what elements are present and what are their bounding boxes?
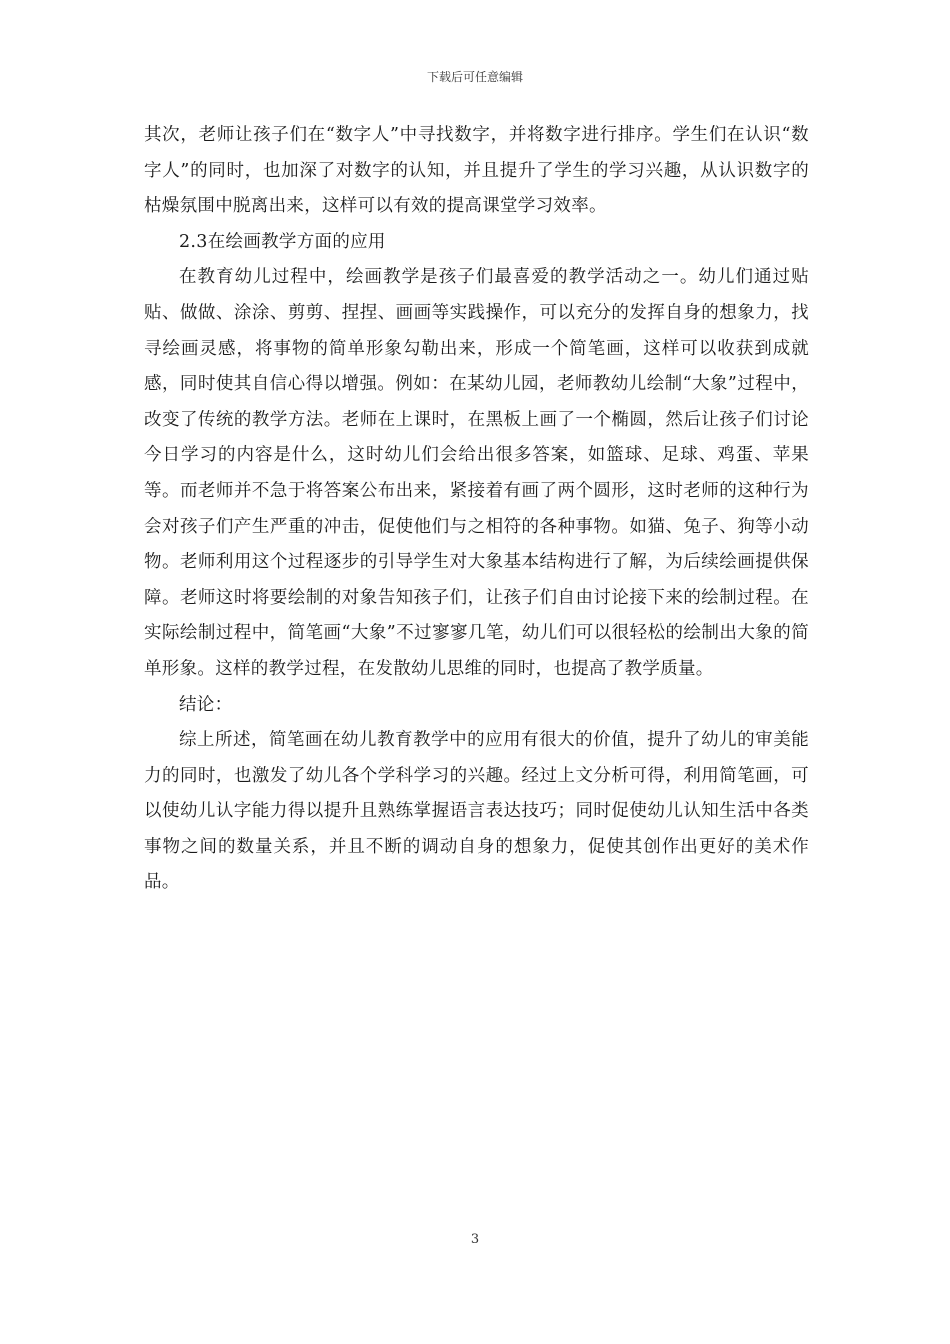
section-heading-conclusion: 结论： bbox=[179, 694, 233, 715]
paragraph-drawing-teaching: 在教育幼儿过程中，绘画教学是孩子们最喜爱的教学活动之一。幼儿们通过贴贴、做做、涂涂、剪剪、捏捏、画画等实践操作，可以充分的发挥自身的想象力，找寻绘画灵感，将事物的简单形象勾勒出来，形成一个简笔画，这样可以收获到成就感，同时使其自信心得以增强。例如：在某幼儿园，老师教幼儿绘制“大象”过程中，改变了传统的教学方法。老师在上课时，在黑板上画了一个椭圆，然后让孩子们讨论今日学习的内容是什么，这时幼儿们会给出很多答案，如篮球、足球、鸡蛋、苹果等。而老师并不急于将答案公布出来，紧接着有画了两个圆形，这时老师的这种行为会对孩子们产生严重的冲击，促使他们与之相符的各种事物。如猫、兔子、狗等小动物。老师利用这个过程逐步的引导学生对大象基本结构进行了解，为后续绘画提供保障。老师这时将要绘制的对象告知孩子们，让孩子们自由讨论接下来的绘制过程。在实际绘制过程中，简笔画“大象”不过寥寥几笔，幼儿们可以很轻松的绘制出大象的简单形象。这样的教学过程，在发散幼儿思维的同时，也提高了教学质量。 bbox=[144, 267, 809, 679]
paragraph-counting: 其次，老师让孩子们在“数字人”中寻找数字，并将数字进行排序。学生们在认识“数字人”的同时，也加深了对数字的认知，并且提升了学生的学习兴趣，从认识数字的枯燥氛围中脱离出来，这样可以有效的提高课堂学习效率。 bbox=[144, 125, 809, 217]
section-heading-2-3: 2.3在绘画教学方面的应用 bbox=[179, 231, 386, 252]
document-body bbox=[144, 118, 809, 901]
page-number: 3 bbox=[470, 1232, 480, 1247]
page-header: 下载后可任意编辑 bbox=[426, 70, 523, 84]
paragraph-conclusion: 综上所述，简笔画在幼儿教育教学中的应用有很大的价值，提升了幼儿的审美能力的同时，也激发了幼儿各个学科学习的兴趣。经过上文分析可得，利用简笔画，可以使幼儿认字能力得以提升且熟练掌握语言表达技巧；同时促使幼儿认知生活中各类事物之间的数量关系，并且不断的调动自身的想象力，促使其创作出更好的美术作品。 bbox=[144, 730, 809, 893]
